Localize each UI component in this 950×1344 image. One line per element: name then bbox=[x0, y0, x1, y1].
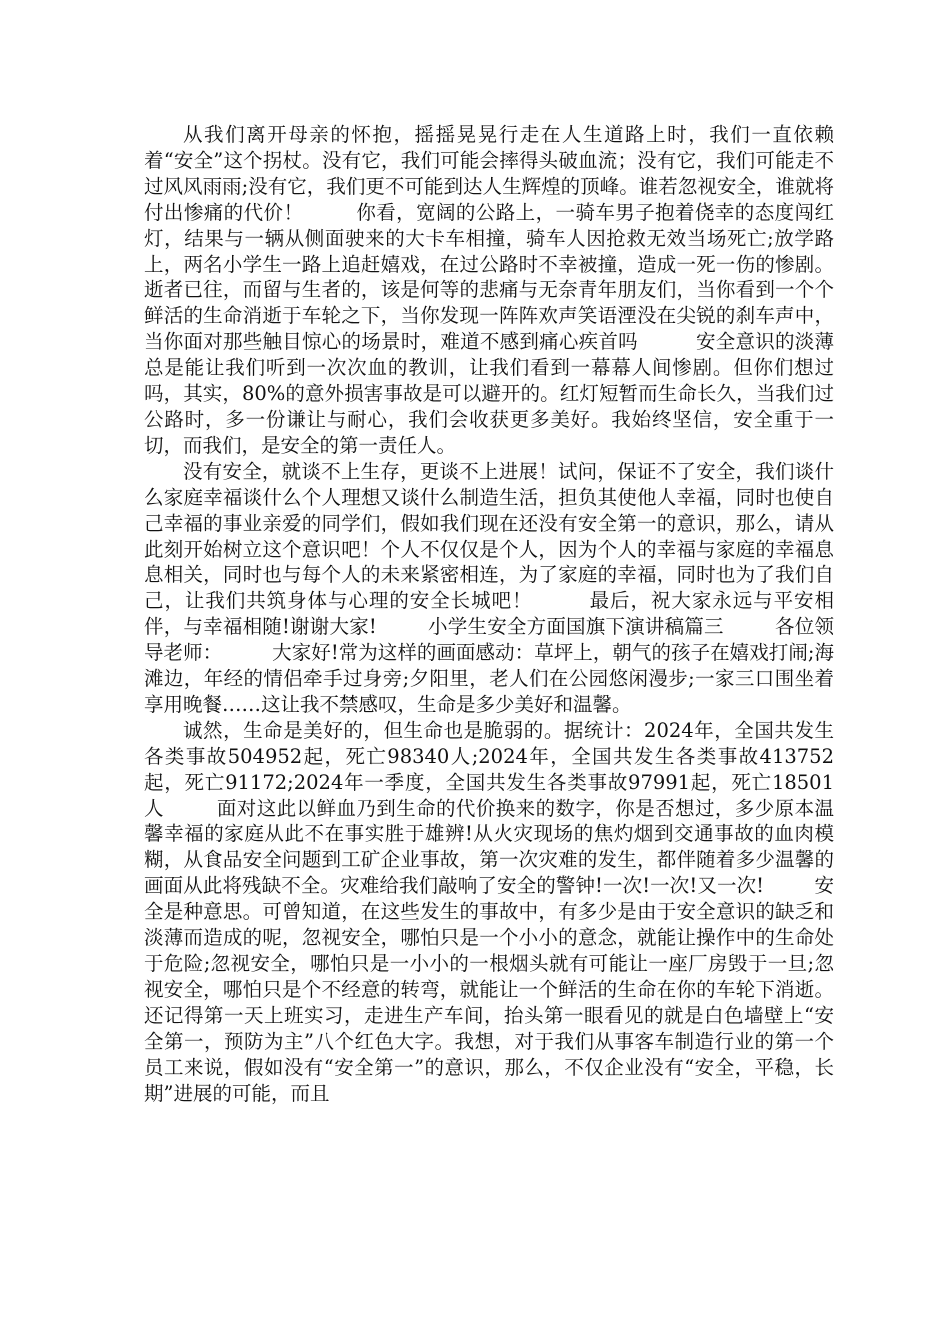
paragraph-1: 从我们离开母亲的怀抱，摇摇晃晃行走在人生道路上时，我们一直依赖着“安全”这个拐杖。没有它，我们可能会摔得头破血流；没有它，我们可能走不过风风雨雨;没有它，我们更不可能到达人生辉煌的顶峰。谁若忽视安全，谁就将付出惨痛的代价！ 你看，宽阔的公路上，一骑车男子抱着侥幸的态度闯红灯，结果与一辆从侧面驶来的大卡车相撞，骑车人因抢救无效当场死亡;放学路上，两名小学生一路上追赶嬉戏，在过公路时不幸被撞，造成一死一伤的惨剧。逝者已往，而留与生者的，该是何等的悲痛与无奈青年朋友们，当你看到一个个鲜活的生命消逝于车轮之下，当你发现一阵阵欢声笑语湮没在尖锐的刹车声中，当你面对那些触目惊心的场景时，难道不感到痛心疾首吗 安全意识的淡薄总是能让我们听到一次次血的教训，让我们看到一幕幕人间惨剧。但你们想过吗，其实，80%的意外损害事故是可以避开的。红灯短暂而生命长久，当我们过公路时，多一份谦让与耐心，我们会收获更多美好。我始终坚信，安全重于一切，而我们，是安全的第一责任人。 bbox=[144, 123, 834, 457]
paragraph-3: 诚然，生命是美好的，但生命也是脆弱的。据统计：2024年，全国共发生各类事故504952起，死亡98340人;2024年，全国共发生各类事故413752起，死亡91172;2024年一季度，全国共发生各类事故97991起，死亡18501人 面对这此以鲜血乃到生命的代价换来的数字，你是否想过，多少原本温馨幸福的家庭从此不在事实胜于雄辨!从火灾现场的焦灼烟到交通事故的血肉模糊，从食品安全问题到工矿企业事故，第一次灾难的发生，都伴随着多少温馨的画面从此将残缺不全。灾难给我们敲响了安全的警钟!一次!一次!又一次! 安全是种意思。可曾知道，在这些发生的事故中，有多少是由于安全意识的缺乏和淡薄而造成的呢，忽视安全，哪怕只是一个小小的意念，就能让操作中的生命处于危险;忽视安全，哪怕只是一小小的一根烟头就有可能让一座厂房毁于一旦;忽视安全，哪怕只是个不经意的转弯，就能让一个鲜活的生命在你的车轮下消逝。还记得第一天上班实习，走进生产车间，抬头第一眼看见的就是白色墙壁上“安全第一，预防为主”八个红色大字。我想，对于我们从事客车制造行业的第一个员工来说，假如没有“安全第一”的意识，那么，不仅企业没有“安全，平稳，长期”进展的可能，而且 bbox=[144, 718, 834, 1105]
paragraph-2: 没有安全，就谈不上生存，更谈不上进展！试问，保证不了安全，我们谈什么家庭幸福谈什么个人理想又谈什么制造生活，担负其使他人幸福，同时也使自己幸福的事业亲爱的同学们，假如我们现在还没有安全第一的意识，那么，请从此刻开始树立这个意识吧！个人不仅仅是个人，因为个人的幸福与家庭的幸福息息相关，同时也与每个人的未来紧密相连，为了家庭的幸福，同时也为了我们自己，让我们共筑身体与心理的安全长城吧！ 最后，祝大家永远与平安相伴，与幸福相随!谢谢大家! 小学生安全方面国旗下演讲稿篇三 各位领导老师： 大家好!常为这样的画面感动：草坪上，朝气的孩子在嬉戏打闹;海滩边，年经的情侣牵手过身旁;夕阳里，老人们在公园悠闲漫步;一家三口围坐着享用晚餐……这让我不禁感叹，生命是多少美好和温馨。 bbox=[144, 459, 834, 716]
document-body bbox=[144, 122, 834, 1106]
